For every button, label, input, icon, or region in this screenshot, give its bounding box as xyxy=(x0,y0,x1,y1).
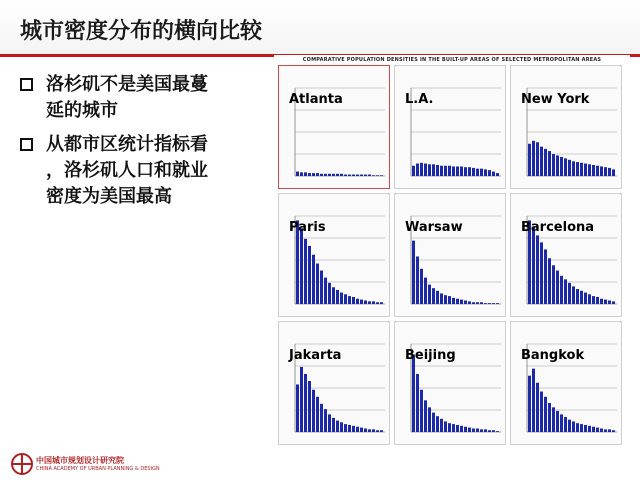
density-bar xyxy=(360,300,363,304)
density-bar xyxy=(452,166,455,176)
density-bar xyxy=(480,429,483,432)
density-bar xyxy=(592,296,595,304)
density-bar xyxy=(316,173,319,176)
density-bar xyxy=(608,168,611,176)
density-bar xyxy=(556,411,559,432)
density-bar xyxy=(608,300,611,304)
density-bar xyxy=(552,265,555,304)
density-bar xyxy=(432,288,435,304)
bar-chart xyxy=(395,194,507,318)
density-bar xyxy=(348,296,351,304)
density-bar xyxy=(296,384,299,432)
density-bar xyxy=(572,161,575,176)
density-bar xyxy=(328,174,331,176)
density-bar xyxy=(440,293,443,304)
density-bar xyxy=(324,278,327,304)
density-bar xyxy=(568,420,571,432)
bar-chart xyxy=(511,194,623,318)
density-bar xyxy=(460,166,463,176)
density-bar xyxy=(612,301,615,304)
density-bar xyxy=(372,429,375,432)
density-chart-panel xyxy=(274,55,630,455)
density-bar xyxy=(436,291,439,304)
density-bar xyxy=(596,166,599,176)
density-bar xyxy=(320,404,323,432)
city-chart-4 xyxy=(394,193,506,317)
density-bar xyxy=(588,164,591,176)
slide-title: 城市密度分布的横向比较 xyxy=(20,19,263,44)
density-bar xyxy=(460,300,463,304)
city-chart-3 xyxy=(278,193,390,317)
density-bar xyxy=(472,428,475,432)
density-bar xyxy=(348,175,351,176)
density-bar xyxy=(496,431,499,432)
bar-chart xyxy=(395,322,507,446)
density-bar xyxy=(584,425,587,432)
density-bar xyxy=(332,174,335,176)
city-chart-8 xyxy=(510,321,622,445)
density-bar xyxy=(536,142,539,176)
density-bar xyxy=(320,271,323,304)
density-bar xyxy=(356,427,359,432)
density-bar xyxy=(484,429,487,432)
density-bar xyxy=(600,428,603,432)
density-bar xyxy=(536,235,539,304)
density-bar xyxy=(576,162,579,176)
bullet-line: 延的城市 xyxy=(46,100,118,121)
density-bar xyxy=(468,167,471,176)
density-bar xyxy=(312,255,315,304)
city-chart-0 xyxy=(278,65,390,189)
density-bar xyxy=(428,164,431,176)
density-bar xyxy=(576,423,579,432)
density-bar xyxy=(584,164,587,176)
density-bar xyxy=(488,170,491,176)
density-bar xyxy=(308,246,311,304)
density-bar xyxy=(316,397,319,432)
density-bar xyxy=(544,397,547,432)
density-bar xyxy=(360,175,363,176)
bullet-line: 洛杉矶不是美国最蔓 xyxy=(46,74,208,95)
density-bar xyxy=(456,425,459,432)
bar-chart xyxy=(279,194,391,318)
density-bar xyxy=(424,278,427,304)
density-bar xyxy=(496,303,499,304)
bullet-item-2 xyxy=(20,132,270,210)
density-bar xyxy=(436,416,439,432)
density-bar xyxy=(484,303,487,304)
density-bar xyxy=(612,430,615,432)
density-bar xyxy=(448,166,451,176)
density-bar xyxy=(540,147,543,176)
density-bar xyxy=(592,427,595,432)
density-bar xyxy=(332,418,335,432)
city-label: Jakarta xyxy=(289,348,342,363)
density-bar xyxy=(352,297,355,304)
city-chart-2 xyxy=(510,65,622,189)
density-bar xyxy=(568,160,571,176)
city-label: Warsaw xyxy=(405,220,463,235)
bar-chart xyxy=(279,322,391,446)
density-bar xyxy=(480,169,483,176)
density-bar xyxy=(380,302,383,304)
density-bar xyxy=(428,407,431,432)
density-bar xyxy=(548,258,551,304)
density-bar xyxy=(580,163,583,176)
density-bar xyxy=(600,299,603,304)
density-bar xyxy=(532,369,535,432)
density-bar xyxy=(340,293,343,304)
density-bar xyxy=(308,381,311,432)
bullet-item-1 xyxy=(20,72,270,124)
density-bar xyxy=(596,428,599,432)
density-bar xyxy=(324,174,327,176)
density-bar xyxy=(440,166,443,176)
density-bar xyxy=(416,164,419,176)
density-bar xyxy=(304,239,307,304)
bar-chart xyxy=(511,66,623,190)
density-bar xyxy=(312,173,315,176)
density-bar xyxy=(416,374,419,432)
density-bar xyxy=(412,241,415,304)
density-bar xyxy=(484,169,487,176)
density-bar xyxy=(492,430,495,432)
density-bar xyxy=(452,298,455,304)
logo-english-name: CHINA ACADEMY OF URBAN PLANNING & DESIGN xyxy=(36,466,160,472)
city-label: L.A. xyxy=(405,92,434,107)
density-bar xyxy=(420,163,423,176)
density-bar xyxy=(568,283,571,304)
density-bar xyxy=(344,424,347,432)
city-label: Paris xyxy=(289,220,326,235)
density-bar xyxy=(572,421,575,432)
density-bar xyxy=(332,287,335,304)
density-bar xyxy=(420,269,423,304)
density-bar xyxy=(368,429,371,432)
density-bar xyxy=(336,421,339,432)
density-bar xyxy=(560,157,563,176)
density-bar xyxy=(476,428,479,432)
density-bar xyxy=(492,172,495,176)
density-bar xyxy=(540,242,543,304)
density-bar xyxy=(556,271,559,304)
density-bar xyxy=(316,264,319,304)
density-bar xyxy=(552,407,555,432)
density-bar xyxy=(464,167,467,176)
bullet-list xyxy=(20,72,270,218)
city-chart-1 xyxy=(394,65,506,189)
density-bar xyxy=(336,174,339,176)
density-bar xyxy=(412,355,415,432)
city-label: Beijing xyxy=(405,348,456,363)
density-bar xyxy=(592,165,595,176)
density-bar xyxy=(368,175,371,176)
density-bar xyxy=(576,289,579,304)
density-bar xyxy=(464,300,467,304)
density-bar xyxy=(340,422,343,432)
density-bar xyxy=(364,175,367,176)
density-bar xyxy=(588,294,591,304)
city-label: Bangkok xyxy=(521,348,585,363)
density-bar xyxy=(356,299,359,304)
density-bar xyxy=(448,296,451,304)
density-bar xyxy=(380,430,383,432)
density-bar xyxy=(476,302,479,304)
density-bar xyxy=(496,173,499,176)
density-bar xyxy=(444,421,447,432)
density-bar xyxy=(528,144,531,176)
density-bar xyxy=(580,291,583,304)
density-bar xyxy=(468,428,471,432)
density-bar xyxy=(532,227,535,304)
density-bar xyxy=(608,429,611,432)
density-bar xyxy=(304,172,307,176)
density-bar xyxy=(564,158,567,176)
density-bar xyxy=(444,295,447,304)
density-bar xyxy=(528,376,531,432)
density-bar xyxy=(356,175,359,176)
density-bar xyxy=(476,169,479,176)
density-bar xyxy=(468,301,471,304)
density-bar xyxy=(424,164,427,176)
density-bar xyxy=(488,303,491,304)
bullet-line: 密度为美国最高 xyxy=(46,186,172,207)
city-chart-6 xyxy=(278,321,390,445)
density-bar xyxy=(376,302,379,304)
density-bar xyxy=(548,403,551,432)
density-bar xyxy=(420,390,423,432)
density-bar xyxy=(328,414,331,432)
density-bar xyxy=(300,367,303,432)
bar-chart xyxy=(395,66,507,190)
density-bar xyxy=(464,427,467,432)
density-bar xyxy=(352,426,355,432)
city-chart-7 xyxy=(394,321,506,445)
density-bar xyxy=(460,426,463,432)
density-bar xyxy=(364,300,367,304)
density-bar xyxy=(424,400,427,432)
density-bar xyxy=(472,168,475,176)
density-bar xyxy=(540,392,543,432)
density-bar xyxy=(300,228,303,304)
bar-chart xyxy=(279,66,391,190)
bullet-line: 从都市区统计指标看 xyxy=(46,134,208,155)
density-bar xyxy=(344,175,347,176)
city-label: Barcelona xyxy=(521,220,595,235)
density-bar xyxy=(436,165,439,176)
academy-logo-icon xyxy=(10,452,34,480)
density-bar xyxy=(376,430,379,432)
city-label: New York xyxy=(521,92,590,107)
density-bar xyxy=(456,299,459,304)
density-bar xyxy=(536,383,539,432)
density-bar xyxy=(336,290,339,304)
density-bar xyxy=(480,302,483,304)
density-bar xyxy=(564,279,567,304)
density-bar xyxy=(552,154,555,176)
density-bar xyxy=(368,301,371,304)
density-bar xyxy=(428,285,431,304)
density-bar xyxy=(560,276,563,304)
density-bar xyxy=(360,428,363,432)
density-bar xyxy=(604,429,607,432)
density-bar xyxy=(580,424,583,432)
city-chart-5 xyxy=(510,193,622,317)
density-bar xyxy=(352,175,355,176)
density-bar xyxy=(532,141,535,176)
logo-chinese-name: 中国城市规划设计研究院 xyxy=(36,456,124,465)
density-bar xyxy=(296,172,299,176)
density-bar xyxy=(372,175,375,176)
density-bar xyxy=(300,172,303,176)
density-bar xyxy=(488,430,491,432)
density-bar xyxy=(560,414,563,432)
density-bar xyxy=(328,283,331,304)
density-bar xyxy=(596,297,599,304)
density-bar xyxy=(564,417,567,432)
density-bar xyxy=(320,174,323,176)
density-bar xyxy=(492,303,495,304)
density-bar xyxy=(448,423,451,432)
density-bar xyxy=(372,301,375,304)
density-bar xyxy=(376,175,379,176)
density-bar xyxy=(600,166,603,176)
density-bar xyxy=(572,286,575,304)
density-bar xyxy=(432,164,435,176)
density-bar xyxy=(472,302,475,304)
square-bullet-icon xyxy=(20,138,33,151)
density-bar xyxy=(452,424,455,432)
density-bar xyxy=(612,169,615,176)
density-bar xyxy=(416,256,419,304)
density-bar xyxy=(348,425,351,432)
density-bar xyxy=(364,428,367,432)
density-bar xyxy=(380,175,383,176)
density-bar xyxy=(304,374,307,432)
density-bar xyxy=(548,151,551,176)
city-label: Atlanta xyxy=(289,92,343,107)
density-bar xyxy=(440,419,443,432)
density-bar xyxy=(588,426,591,432)
density-bar xyxy=(544,249,547,304)
density-bar xyxy=(604,167,607,176)
density-bar xyxy=(456,166,459,176)
density-bar xyxy=(340,174,343,176)
density-bar xyxy=(432,413,435,432)
panel-header: COMPARATIVE POPULATION DENSITIES IN THE BUILT-UP AREAS OF SELECTED METROPOLITAN AREAS xyxy=(302,57,602,63)
density-bar xyxy=(324,409,327,432)
bar-chart xyxy=(511,322,623,446)
density-bar xyxy=(412,166,415,176)
density-bar xyxy=(556,155,559,176)
bullet-line: ，洛杉矶人口和就业 xyxy=(46,160,208,181)
density-bar xyxy=(344,294,347,304)
density-bar xyxy=(312,390,315,432)
density-bar xyxy=(604,300,607,304)
density-bar xyxy=(544,149,547,176)
density-bar xyxy=(308,173,311,176)
square-bullet-icon xyxy=(20,78,33,91)
density-bar xyxy=(584,293,587,304)
density-bar xyxy=(444,166,447,176)
